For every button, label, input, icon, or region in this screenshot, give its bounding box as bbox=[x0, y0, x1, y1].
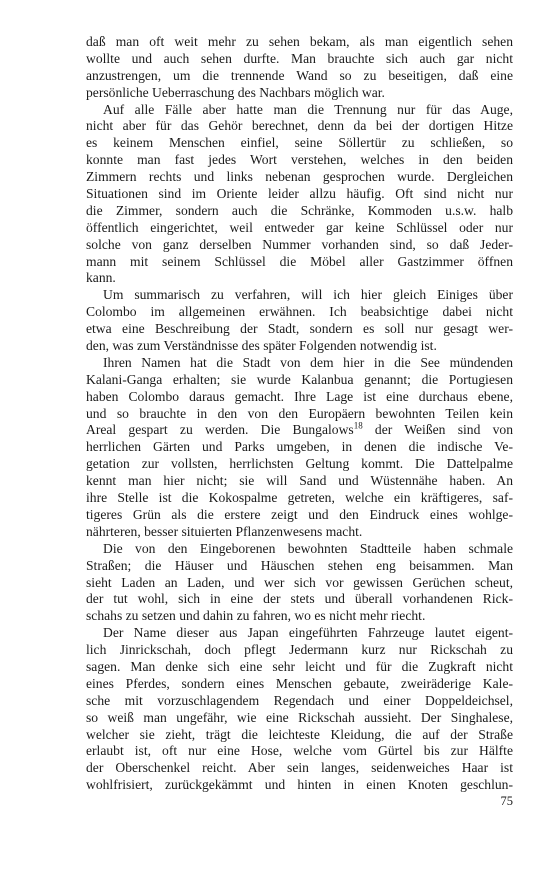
text-line: Colombo im allgemeinen erwähnen. Ich beabsichtige dabei nicht bbox=[86, 304, 513, 320]
text-line: erlaubt ist, oft nur eine Hose, welche vom Gürtel bis zur Hälfte bbox=[86, 743, 513, 759]
text-line: eines Pferdes, sondern eines Menschen gebaute, zweiräderige Kale- bbox=[86, 675, 513, 691]
paragraph bbox=[86, 34, 513, 102]
text-line: sagen. Man denke sich eine sehr leicht und für die Zugkraft nicht bbox=[86, 658, 513, 674]
text-line: die Zimmer, sondern auch die Schränke, Kommoden u.s.w. halb bbox=[86, 202, 513, 218]
text-line: sieht Laden an Laden, und wer sich vor gewissen Gerüchen scheut, bbox=[86, 574, 513, 590]
text-line: kann. bbox=[86, 270, 116, 286]
text-line: so weiß man ungefähr, wie eine Rickschah aussieht. Der Singhalese, bbox=[86, 709, 513, 725]
text-line: anzustrengen, um die trennende Wand so zu beseitigen, daß eine bbox=[86, 67, 513, 83]
page-body bbox=[86, 34, 513, 794]
text-line: den, was zum Verständnisse des später Folgenden notwendig ist. bbox=[86, 338, 437, 354]
text-line: der tut wohl, sich in eine der stets und überall vorhandenen Rick- bbox=[86, 591, 513, 607]
text-line: mann mit seinem Schlüssel die Möbel aller Gastzimmer öffnen bbox=[86, 253, 513, 269]
text-line: öffentlich eingerichtet, weil entweder gar keine Schlüssel oder nur bbox=[86, 219, 513, 235]
text-line: solche von ganz derselben Nummer vorhanden sind, so daß Jeder- bbox=[86, 236, 513, 252]
paragraph bbox=[86, 102, 513, 288]
text-line: wollte und auch sehen durfte. Man brauchte sich auch gar nicht bbox=[86, 50, 513, 66]
text-line: nährteren, besser situierten Pflanzenwesens macht. bbox=[86, 523, 363, 539]
paragraph bbox=[86, 355, 513, 541]
text-line: haben Colombo daraus gemacht. Ihre Lage ist eine durchaus ebene, bbox=[86, 388, 513, 404]
paragraph bbox=[86, 541, 513, 625]
paragraph bbox=[86, 287, 513, 355]
text-line: der Oberschenkel reicht. Aber sein langes, seidenweiches Haar ist bbox=[86, 760, 513, 776]
text-line: Auf alle Fälle aber hatte man die Trennung nur für das Auge, bbox=[103, 101, 513, 117]
text-line: lich Jinrickschah, doch pflegt Jedermann kurz nur Rickschah zu bbox=[86, 642, 513, 658]
text-line: etwa eine Beschreibung der Stadt, sondern es soll nur gesagt wer- bbox=[86, 321, 513, 337]
text-line: ihre Stelle ist die Kokospalme getreten, welche ein kräftigeres, saf- bbox=[86, 490, 513, 506]
text-line: daß man oft weit mehr zu sehen bekam, als man eigentlich sehen bbox=[86, 34, 513, 49]
text-line: Situationen sind im Oriente leider allzu häufig. Oft sind nicht nur bbox=[86, 186, 513, 202]
text-line: tigeres Grün als die erstere zeigt und den Eindruck eines wohlge- bbox=[86, 506, 513, 522]
text-line: schahs zu setzen und dahin zu fahren, wo es nicht mehr riecht. bbox=[86, 608, 426, 624]
text-line: herrlichen Gärten und Parks umgeben, in denen die indische Ve- bbox=[86, 439, 513, 455]
text-line: Straßen; die Häuser und Häuschen stehen eng beisammen. Man bbox=[86, 557, 513, 573]
text-line: es keinem Menschen einfiel, seine Söllertür zu schließen, so bbox=[86, 135, 513, 151]
text-line: konnte man fast jedes Wort verstehen, welches in den beiden bbox=[86, 152, 513, 168]
text-line: Ihren Namen hat die Stadt von dem hier in die See mündenden bbox=[103, 354, 513, 370]
text-line: nicht aber für das Gehör berechnet, denn da bei der dortigen Hitze bbox=[86, 118, 513, 134]
text-line: Kalani-Ganga erhalten; sie wurde Kalanbua genannt; die Portugiesen bbox=[86, 371, 513, 387]
text-line: sche mit vorzuschlagendem Regendach und einer Doppeldeichsel, bbox=[86, 692, 513, 708]
text-line: Areal gespart zu werden. Die Bungalows$^{18}$ der Weißen sind von bbox=[86, 420, 513, 438]
text-line: Der Name dieser aus Japan eingeführten Fahrzeuge lautet eigent- bbox=[103, 625, 513, 641]
text-line: und so brauchte in den von den Europäern bewohnten Teilen kein bbox=[86, 405, 513, 421]
text-line: wohlfrisiert, zurückgekämmt und hinten in einen Knoten geschlun- bbox=[86, 777, 513, 793]
text-line: Zimmern rechts und links nebenan gesprochen wurde. Dergleichen bbox=[86, 169, 513, 185]
text-line: Um summarisch zu verfahren, will ich hier gleich Einiges über bbox=[103, 287, 513, 303]
paragraph bbox=[86, 625, 513, 794]
text-line: kennt man hier nicht; sie will Sand und Wüstennähe haben. An bbox=[86, 473, 513, 489]
text-line: persönliche Ueberraschung des Nachbars möglich war. bbox=[86, 84, 385, 100]
page-number: 75 bbox=[500, 794, 513, 808]
text-line: welcher sie zieht, trägt die leichteste Kleidung, die auf der Straße bbox=[86, 726, 513, 742]
footnote-marker[interactable]: 18 bbox=[353, 420, 363, 431]
text-line: Die von den Eingeborenen bewohnten Stadtteile haben schmale bbox=[103, 540, 513, 556]
text-line: getation zur vollsten, herrlichsten Geltung kommt. Die Dattelpalme bbox=[86, 456, 513, 472]
